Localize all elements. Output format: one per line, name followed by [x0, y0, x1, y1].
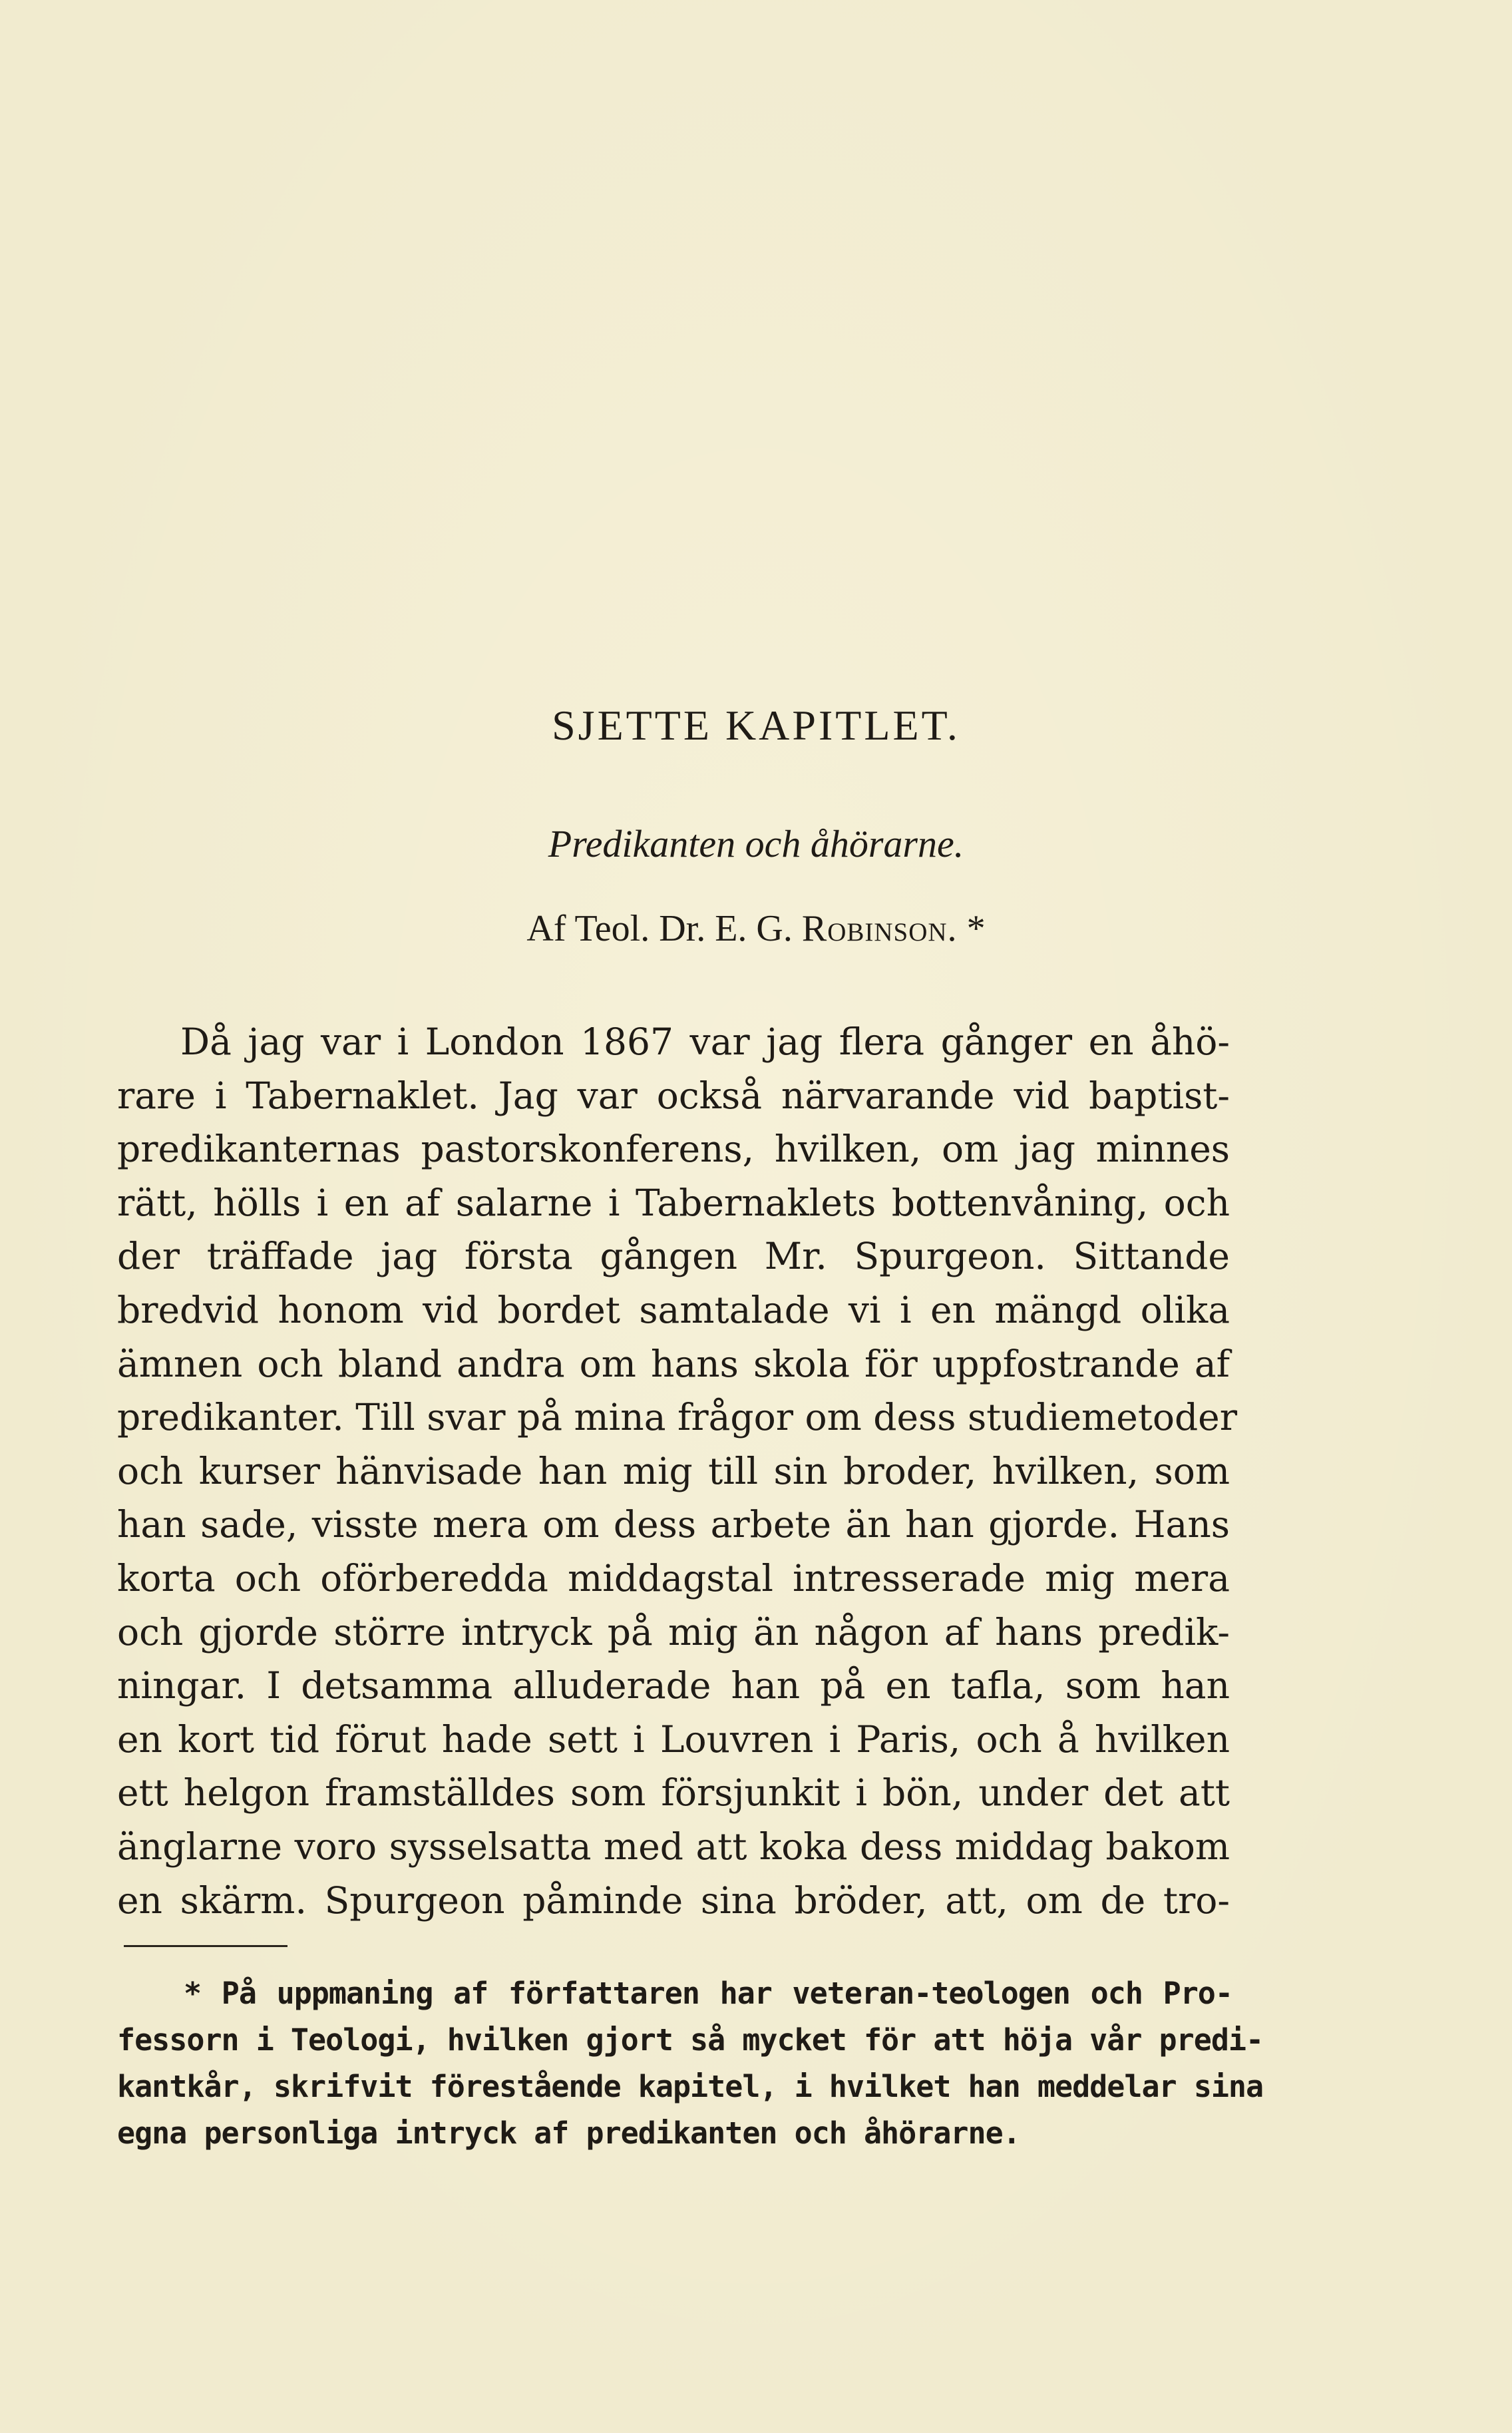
- text-line: en kort tid förut hade sett i Louvren i Paris, och å hvilken: [117, 1717, 1230, 1761]
- text-line: en skärm. Spurgeon påminde sina bröder, att, om de tro-: [117, 1879, 1230, 1922]
- text-line: bredvid honom vid bordet samtalade vi i en mängd olika: [117, 1288, 1230, 1331]
- author-prefix: Af Teol. Dr. E. G.: [526, 908, 802, 949]
- text-line: han sade, visste mera om dess arbete än han gjorde. Hans: [117, 1503, 1230, 1546]
- author-name: Robinson.: [801, 908, 958, 949]
- text-line: änglarne voro sysselsatta med att koka dess middag bakom: [117, 1825, 1230, 1868]
- text-line: predikanternas pastorskonferens, hvilken, om jag minnes: [117, 1128, 1230, 1171]
- text-line: ett helgon framställdes som försjunkit i bön, under det att: [117, 1771, 1230, 1815]
- text-line: Då jag var i London 1867 var jag flera gånger en åhö-: [180, 1020, 1230, 1063]
- footnote-marker: *: [957, 908, 986, 949]
- text-line: predikanter. Till svar på mina frågor om dess studiemetoder: [117, 1396, 1238, 1439]
- footnote: [117, 1970, 1264, 2157]
- footnote-divider: [124, 1945, 287, 1947]
- text-line: ningar. I detsamma alluderade han på en tafla, som han: [117, 1664, 1230, 1707]
- author-line: [0, 903, 1512, 954]
- text-line: rätt, hölls i en af salarne i Tabernaklets bottenvåning, och: [117, 1181, 1230, 1224]
- text-line: rare i Tabernaklet. Jag var också närvarande vid baptist-: [117, 1074, 1230, 1117]
- chapter-title: SJETTE KAPITLET.: [552, 702, 960, 749]
- footnote-line: egna personliga intryck af predikanten och åhörarne.: [117, 2115, 1020, 2151]
- text-line: och kurser hänvisade han mig till sin broder, hvilken, som: [117, 1449, 1230, 1492]
- footnote-line: * På uppmaning af författaren har veteran-teologen och Pro-: [184, 1976, 1232, 2011]
- footnote-line: fessorn i Teologi, hvilken gjort så mycket för att höja vår predi-: [117, 2022, 1264, 2058]
- text-line: ämnen och bland andra om hans skola för uppfostrande af: [117, 1342, 1230, 1385]
- footnote-line: kantkår, skrifvit förestående kapitel, i hvilket han meddelar sina: [117, 2069, 1264, 2104]
- text-line: korta och oförberedda middagstal intresserade mig mera: [117, 1556, 1230, 1600]
- chapter-subtitle: Predikanten och åhörarne.: [548, 822, 964, 865]
- text-line: der träffade jag första gången Mr. Spurgeon. Sittande: [117, 1235, 1230, 1278]
- body-text: [117, 1015, 1238, 1927]
- text-line: och gjorde större intryck på mig än någon af hans predik-: [117, 1610, 1230, 1654]
